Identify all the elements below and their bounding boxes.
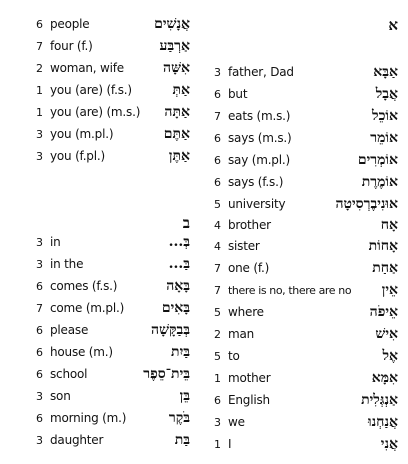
lesson-number: 1: [214, 372, 221, 385]
hebrew-word: אֲנָשִׁים: [154, 16, 190, 32]
hebrew-word: אַרְבַּע: [159, 38, 190, 54]
lesson-number: 6: [214, 88, 221, 101]
english-gloss: says (f.s.): [228, 175, 284, 189]
english-gloss: brother: [228, 218, 271, 232]
lesson-number: 2: [36, 62, 43, 75]
english-gloss: to: [228, 349, 240, 363]
english-gloss: school: [50, 367, 88, 381]
vocab-entry: [208, 150, 408, 171]
hebrew-word: אוֹמֵר: [370, 130, 398, 146]
hebrew-word: בְּבַקָּשָׁה: [151, 322, 190, 338]
vocab-entry: [208, 172, 408, 193]
lesson-number: 1: [36, 84, 43, 97]
vocab-entry: [0, 430, 200, 451]
english-gloss: you (f.pl.): [50, 149, 105, 163]
lesson-number: 6: [214, 154, 221, 167]
lesson-number: 4: [214, 240, 221, 253]
section-letter-alef: א: [388, 16, 398, 34]
vocab-entry: [0, 232, 200, 253]
english-gloss: English: [228, 393, 270, 407]
lesson-number: 2: [214, 328, 221, 341]
vocab-entry: [208, 258, 408, 279]
hebrew-word: אָחוֹת: [368, 238, 398, 254]
lesson-number: 6: [214, 132, 221, 145]
english-gloss: you (are) (f.s.): [50, 83, 132, 97]
lesson-number: 3: [214, 66, 221, 79]
hebrew-word: אַתֶּם: [163, 126, 190, 142]
vocab-entry: [0, 386, 200, 407]
hebrew-word: אוּנִיבֶרְסִיטָה: [335, 196, 398, 212]
lesson-number: 7: [214, 284, 221, 297]
vocab-entry: [208, 346, 408, 367]
vocab-entry: [208, 236, 408, 257]
hebrew-word: אוֹמְרִים: [357, 152, 398, 168]
english-gloss: you (m.pl.): [50, 127, 114, 141]
vocab-entry: [0, 36, 200, 57]
lesson-number: 5: [214, 350, 221, 363]
english-gloss: in: [50, 235, 61, 249]
hebrew-word: בֵּן: [179, 388, 190, 404]
lesson-number: 7: [214, 110, 221, 123]
vocab-entry: [208, 324, 408, 345]
lesson-number: 6: [36, 346, 43, 359]
english-gloss: says (m.s.): [228, 131, 292, 145]
hebrew-word: אַחַת: [372, 260, 398, 276]
hebrew-word: אֲנַחְנוּ: [368, 414, 398, 430]
english-gloss: but: [228, 87, 248, 101]
vocab-entry: [208, 280, 408, 301]
english-gloss: there is no, there are no: [228, 284, 352, 297]
hebrew-word: אֵין: [381, 282, 398, 298]
english-gloss: please: [50, 323, 89, 337]
lesson-number: 5: [214, 306, 221, 319]
english-gloss: mother: [228, 371, 271, 385]
lesson-number: 3: [36, 434, 43, 447]
hebrew-word: אֲבָל: [375, 86, 398, 102]
english-gloss: sister: [228, 239, 260, 253]
lesson-number: 3: [36, 150, 43, 163]
lesson-number: 3: [36, 390, 43, 403]
vocab-entry: [208, 215, 408, 236]
english-gloss: house (m.): [50, 345, 113, 359]
hebrew-word: אָח: [380, 217, 398, 233]
vocab-entry: [208, 194, 408, 215]
hebrew-word: אַתֶּן: [168, 148, 190, 164]
hebrew-word: אוֹכֵל: [372, 108, 398, 124]
english-gloss: we: [228, 415, 245, 429]
hebrew-word: אַתְּ: [172, 82, 190, 98]
vocab-entry: [208, 128, 408, 149]
lesson-number: 3: [36, 128, 43, 141]
vocab-entry: [0, 124, 200, 145]
lesson-number: 6: [36, 412, 43, 425]
lesson-number: 6: [36, 368, 43, 381]
hebrew-word: בֹּקֶר: [168, 410, 190, 426]
vocab-entry: [0, 80, 200, 101]
hebrew-word: בָּאָה: [166, 278, 190, 294]
english-gloss: eats (m.s.): [228, 109, 291, 123]
lesson-number: 6: [214, 394, 221, 407]
lesson-number: 6: [214, 176, 221, 189]
english-gloss: come (m.pl.): [50, 301, 125, 315]
lesson-number: 6: [36, 18, 43, 31]
vocab-entry: [208, 302, 408, 323]
hebrew-word: אִישׁ: [375, 326, 398, 342]
hebrew-word: אִמָּא: [371, 370, 398, 386]
hebrew-word: אֵיפֹה: [369, 304, 398, 320]
lesson-number: 5: [214, 198, 221, 211]
vocab-entry: [0, 146, 200, 167]
english-gloss: comes (f.s.): [50, 279, 118, 293]
hebrew-word: בֵּית־סֵפֶר: [143, 366, 190, 382]
english-gloss: woman, wife: [50, 61, 124, 75]
vocab-entry: [0, 58, 200, 79]
hebrew-word: אוֹמֶרֶת: [361, 174, 398, 190]
lesson-number: 7: [36, 40, 43, 53]
hebrew-word: בַּיִת: [171, 344, 190, 360]
english-gloss: university: [228, 197, 286, 211]
vocab-entry: [0, 102, 200, 123]
english-gloss: four (f.): [50, 39, 93, 53]
vocab-entry: [0, 298, 200, 319]
hebrew-word: בָּאִים: [161, 300, 190, 316]
hebrew-word: בַּת: [174, 432, 190, 448]
english-gloss: father, Dad: [228, 65, 294, 79]
english-gloss: man: [228, 327, 255, 341]
lesson-number: 1: [36, 106, 43, 119]
vocab-entry: [208, 412, 408, 433]
section-letter-bet: ב: [182, 214, 190, 232]
lesson-number: 7: [214, 262, 221, 275]
vocab-entry: [0, 320, 200, 341]
vocab-entry: [0, 276, 200, 297]
vocab-entry: [208, 84, 408, 105]
english-gloss: where: [228, 305, 264, 319]
hebrew-word: אֶל: [382, 348, 398, 364]
lesson-number: 3: [36, 236, 43, 249]
english-gloss: I: [228, 437, 232, 451]
lesson-number: 3: [214, 416, 221, 429]
vocab-entry: [0, 408, 200, 429]
lesson-number: 7: [36, 302, 43, 315]
hebrew-word: אִשָּׁה: [163, 60, 190, 76]
hebrew-word: אֲנִי: [380, 436, 398, 452]
vocab-entry: [0, 364, 200, 385]
hebrew-word: בְּ...: [168, 234, 190, 250]
vocab-entry: [0, 14, 200, 35]
hebrew-word: אַבָּא: [373, 64, 398, 80]
lesson-number: 6: [36, 280, 43, 293]
lesson-number: 4: [214, 219, 221, 232]
english-gloss: daughter: [50, 433, 104, 447]
english-gloss: people: [50, 17, 90, 31]
hebrew-word: בַּ...: [168, 256, 190, 272]
vocab-entry: [208, 106, 408, 127]
english-gloss: say (m.pl.): [228, 153, 290, 167]
english-gloss: in the: [50, 257, 84, 271]
english-gloss: morning (m.): [50, 411, 127, 425]
english-gloss: you (are) (m.s.): [50, 105, 141, 119]
english-gloss: son: [50, 389, 71, 403]
vocab-entry: [0, 342, 200, 363]
vocab-entry: [208, 434, 408, 455]
english-gloss: one (f.): [228, 261, 270, 275]
lesson-number: 3: [36, 258, 43, 271]
vocab-entry: [208, 62, 408, 83]
vocab-entry: [208, 368, 408, 389]
vocab-entry: [0, 254, 200, 275]
lesson-number: 6: [36, 324, 43, 337]
hebrew-word: אַנְגְּלִית: [361, 392, 398, 408]
vocab-entry: [208, 390, 408, 411]
lesson-number: 1: [214, 438, 221, 451]
hebrew-word: אַתָּה: [164, 104, 190, 120]
